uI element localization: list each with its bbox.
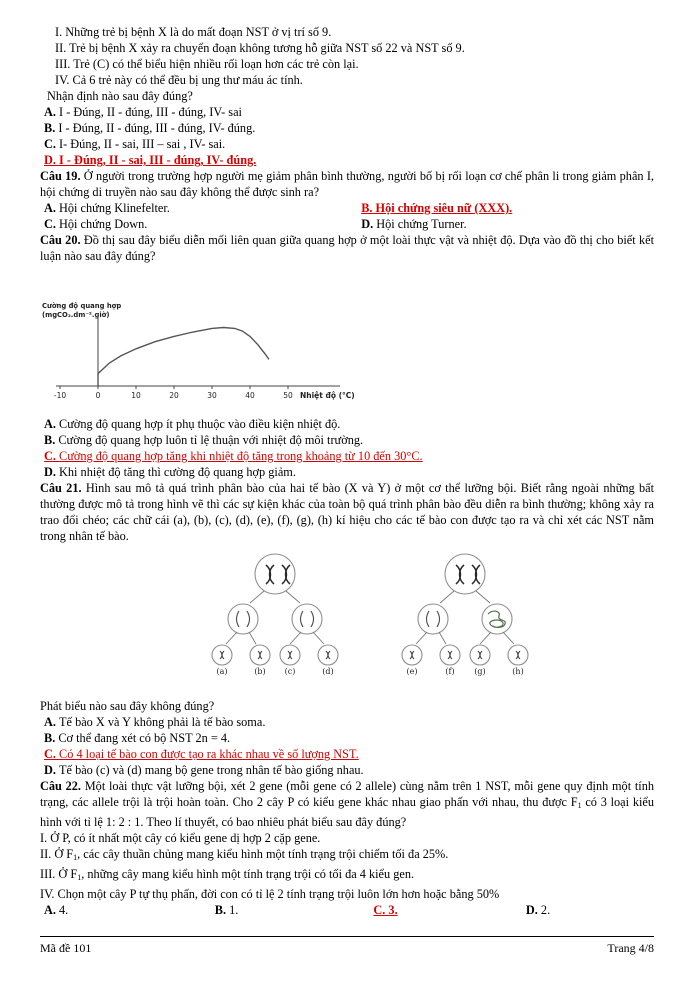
x-tick-label: 0 [95,391,101,400]
text-segment: Hội chứng Turner. [376,217,467,231]
x-tick-label: 10 [131,391,141,400]
section-c [40,698,654,918]
division-arrow [476,591,490,603]
page-number: Trang 4/8 [607,941,654,955]
text-segment: 2. [540,903,551,917]
answer-option [40,714,654,730]
text-segment: A. [44,105,60,119]
daughter-cell-label: (g) [474,667,486,676]
answer-option-correct [40,746,654,762]
cell-x-diagram [212,554,338,676]
intermediate-cell [418,604,448,634]
text-segment: C. [44,747,60,761]
text-segment: IV. Cả 6 trẻ này có thể đều bị ung thư máu ác tính. [55,73,303,87]
text-segment: Câu 20. [40,233,84,247]
text-segment: Đồ thị sau đây biểu diễn mối liên quan giữa quang hợp ở một loài thực vật và nhiệt độ. Dựa vào đồ thị cho biết kết luận nào sau đây đúng? [40,233,654,263]
chromosomes-icon [220,651,330,659]
chromosomes-icon [266,565,290,584]
text-segment: B. [44,433,59,447]
text-segment: I. Những trẻ bị bệnh X là do mất đoạn NST ở vị trí số 9. [55,25,332,39]
text-segment: I - Đúng, II - đúng, III - đúng, IV- đúng. [58,121,256,135]
x-tick-label: 40 [245,391,255,400]
text-segment: A. [44,201,60,215]
x-tick-label: 50 [283,391,293,400]
division-arrow [226,632,237,644]
text-segment: A. [44,903,60,917]
text-segment: I- Đúng, II - sai, III – sai , IV- sai. [59,137,226,151]
option-cell [44,902,215,918]
division-arrow [286,591,300,603]
chart-ylabel-line1: Cường độ quang hợp [42,302,122,310]
answer-option [40,432,654,448]
text-segment: A. [44,417,60,431]
parent-cell-y [445,554,485,594]
text-segment: Hội chứng Klinefelter. [59,201,170,215]
option-cell [215,902,374,918]
text-segment: D. [361,217,377,231]
answer-option-correct [40,152,654,168]
answer-option [40,464,654,480]
division-arrow [480,632,491,644]
text-segment: B. Hội chứng siêu nữ (XXX). [361,201,513,215]
text-segment: IV. Chọn một cây P tự thụ phấn, đời con có tỉ lệ 2 tính trạng trội luôn lớn hơn hoặc bằng 50% [40,887,500,901]
option-cell [373,902,526,918]
text-segment: B. [44,121,59,135]
answer-option [40,120,654,136]
division-arrow [439,632,446,644]
chart-svg [40,298,380,406]
answer-options-row [40,902,654,918]
chromosomes-icon [410,651,520,659]
answer-options-row [40,216,654,232]
intermediate-cell [228,604,258,634]
text-segment: Một loài thực vật lưỡng bội, xét 2 gene (mỗi gene có 2 allele) cùng nằm trên 1 NST, mỗi gene quy định một tính trạng, các allele trội là trội hoàn toàn. Cho 2 cây P có kiểu gene khác nhau giao phấn với nhau, thu được F [40,779,654,809]
text-segment: , các cây thuần chủng mang kiểu hình một tính trạng trội chiếm tối đa 25%. [77,847,449,861]
daughter-cell-label: (d) [322,667,334,676]
chromosomes-icon [237,611,250,627]
chart-ylabel-line2: (mgCO₂.dm⁻².giờ) [42,311,110,319]
text-segment: Câu 22. [40,779,85,793]
option-cell [44,216,361,232]
daughter-cell-label: (a) [216,667,228,676]
text-segment: Cơ thể đang xét có bộ NST 2n = 4. [58,731,231,745]
statement-line [40,40,654,56]
question-prompt [40,88,654,104]
answer-option [40,104,654,120]
statement-line [40,830,654,846]
text-segment: Cường độ quang hợp ít phụ thuộc vào điều kiện nhiệt độ. [59,417,341,431]
question-text [40,778,654,830]
daughter-cell-label: (f) [445,667,455,676]
cell-division-figure [190,548,654,694]
statement-line [40,886,654,902]
text-segment: Hội chứng Down. [59,217,148,231]
text-segment: Ở người trong trường hợp người mẹ giảm phân bình thường, người bố bị rối loạn cơ chế phân li trong giảm phân I, hội chứng di truyền nào sau đây không thể được sinh ra? [40,169,654,199]
text-segment: 1. [229,903,239,917]
daughter-cell-label: (c) [284,667,296,676]
statement-line [40,72,654,88]
question-text [40,232,654,264]
division-arrow [290,632,301,644]
division-arrow [313,632,324,644]
intermediate-cell-abnormal [482,604,512,634]
answer-option-correct [40,448,654,464]
tangled-chromosomes-icon [488,611,505,627]
statement-line [40,56,654,72]
option-cell [44,200,361,216]
question-prompt [40,698,654,714]
chart-xlabel: Nhiệt độ (°C) [300,391,355,400]
text-segment: Tế bào (c) và (d) mang bộ gene trong nhân tế bào giống nhau. [59,763,364,777]
text-segment: Khi nhiệt độ tăng thì cường độ quang hợp giảm. [59,465,296,479]
text-segment: C. [44,217,60,231]
text-segment: A. [44,715,60,729]
text-segment: Phát biểu nào sau đây không đúng? [40,699,215,713]
text-segment: D. I - Đúng, II - sai, III - đúng, IV- đúng. [44,153,257,167]
section-a [40,24,654,264]
text-segment: Nhận định nào sau đây đúng? [47,89,193,103]
statement-line [40,24,654,40]
text-segment: C. [44,449,60,463]
text-segment: III. Trẻ (C) có thể biểu hiện nhiều rối loạn hơn các trẻ còn lại. [55,57,359,71]
photosynthesis-chart [40,298,654,410]
text-segment: 4. [59,903,69,917]
division-arrow [440,591,454,603]
parent-cell-x [255,554,295,594]
exam-code: Mã đề 101 [40,941,92,955]
chromosomes-icon [456,565,480,584]
option-cell [526,902,654,918]
answer-option [40,416,654,432]
question-text [40,480,654,544]
text-segment: Tế bào X và Y không phải là tế bào soma. [59,715,266,729]
text-segment: I. Ở P, có ít nhất một cây có kiểu gene dị hợp 2 cặp gene. [40,831,321,845]
text-segment: Câu 21. [40,481,86,495]
text-segment: I - Đúng, II - đúng, III - đúng, IV- sai [59,105,242,119]
text-segment: D. [525,903,541,917]
daughter-cell-label: (e) [406,667,418,676]
x-tick-labels [54,386,293,400]
text-segment: B. [44,731,59,745]
answer-options-row [40,200,654,216]
photosynthesis-curve [98,328,269,387]
division-arrow [416,632,427,644]
answer-option [40,730,654,746]
section-b [40,416,654,544]
x-tick-label: 20 [169,391,179,400]
chromosomes-icon [427,611,440,627]
daughter-cell-label: (h) [512,667,524,676]
text-segment: có 3 loại kiểu hình với tỉ lệ 1: 2 : 1. Theo lí thuyết, có bao nhiêu phát biểu sau đây đúng? [40,795,654,829]
text-segment: III. Ở F [40,867,78,881]
division-arrow [503,632,514,644]
option-cell [361,200,654,216]
text-segment: 1 [77,873,82,882]
text-segment: B. [214,903,230,917]
option-cell [361,216,654,232]
text-segment: 1 [577,801,582,810]
figure-svg [190,548,550,690]
text-segment: Hình sau mô tả quá trình phân bào của hai tế bào (X và Y) ở một cơ thể lưỡng bội. Biết rằng ngoài những bất thường được mô tả trong hình vẽ thì các sự kiện khác của toàn bộ quá trình phân bào đều diễn ra bình thường; không xảy ra trao đổi chéo; các chữ cái (a), (b), (c), (d), (e), (f), (g), (h) kí hiệu cho các tế bào con được tạo ra và chỉ xét các NST nằm trong nhân tế bào. [40,481,654,543]
text-segment: C. [44,137,60,151]
text-segment: , những cây mang kiểu hình một tính trạng trội có tối đa 4 kiểu gen. [81,867,415,881]
page-footer [40,936,654,956]
intermediate-cell [292,604,322,634]
answer-option [40,136,654,152]
daughter-cell-label: (b) [254,667,266,676]
text-segment: II. Trẻ bị bệnh X xảy ra chuyển đoạn không tương hỗ giữa NST số 22 và NST số 9. [55,41,465,55]
text-segment: D. [44,763,60,777]
text-segment: C. 3. [373,903,398,917]
statement-line [40,866,654,886]
division-arrow [250,591,264,603]
chromosomes-icon [301,611,314,627]
x-tick-label: 30 [207,391,217,400]
cell-y-diagram [402,554,528,676]
text-segment: Cường độ quang hợp luôn tỉ lệ thuận với nhiệt độ môi trường. [58,433,364,447]
division-arrow [249,632,256,644]
text-segment: Có 4 loại tế bào con được tạo ra khác nhau về số lượng NST. [59,747,359,761]
text-segment: II. Ở F [40,847,74,861]
x-tick-label: -10 [53,391,67,400]
answer-option [40,762,654,778]
question-text [40,168,654,200]
text-segment: Câu 19. [40,169,84,183]
text-segment: D. [44,465,60,479]
statement-line [40,846,654,866]
text-segment: 1 [73,853,78,862]
text-segment: Cường độ quang hợp tăng khi nhiệt độ tăng trong khoảng từ 10 đến 30°C. [59,449,423,463]
